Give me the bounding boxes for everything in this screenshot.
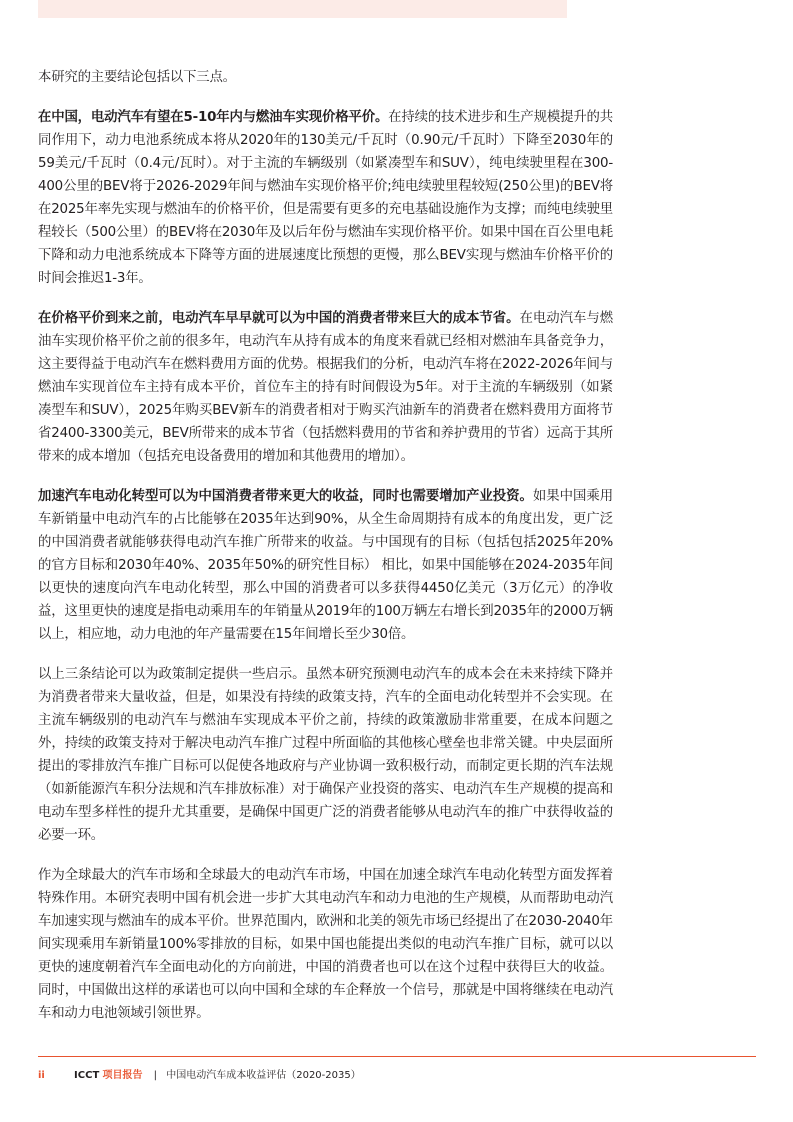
finding-body: 在持续的技术进步和生产规模提升的共同作用下，动力电池系统成本将从2020年的130美元/千瓦时（0.90元/千瓦时）下降至2030年的59美元/千瓦时（0.4元/瓦时）。对于主流的车辆级别（如紧凑型车和SUV），纯电续驶里程在300-400公里的BEV将于2026-2029年间与燃油车实现价格平价;纯电续驶里程较短(250公里)的BEV将在2025年率先实现与燃油车的价格平价，但是需要有更多的充电基础设施作为支撑；而纯电续驶里程较长（500公里）的BEV将在2030年及以后年份与燃油车实现价格平价。如果中国在百公里电耗下降和动力电池系统成本下降等方面的进展速度比预想的更慢，那么BEV实现与燃油车价格平价的时间会推迟1-3年。 xyxy=(38,110,613,286)
finding-cost-savings xyxy=(38,307,613,468)
finding-price-parity xyxy=(38,106,613,290)
paragraph-body: 作为全球最大的汽车市场和全球最大的电动汽车市场，中国在加速全球汽车电动化转型方面发挥着特殊作用。本研究表明中国有机会进一步扩大其电动汽车和动力电池的生产规模，从而帮助电动汽车加速实现与燃油车的成本平价。世界范围内，欧洲和北美的领先市场已经提出了在2030-2040年间实现乘用车新销量100%零排放的目标，如果中国也能提出类似的电动汽车推广目标，就可以以更快的速度朝着汽车全面电动化的方向前进，中国的消费者也可以在这个过程中获得巨大的收益。同时，中国做出这样的承诺也可以向中国和全球的车企释放一个信号，那就是中国将继续在电动汽车和动力电池领域引领世界。 xyxy=(38,868,613,1021)
footer-series: 项目报告 xyxy=(102,1070,143,1081)
finding-lead: 在价格平价到来之前，电动汽车早早就可以为中国的消费者带来巨大的成本节省。 xyxy=(38,311,520,326)
page-footer xyxy=(38,1069,361,1083)
main-content xyxy=(38,66,613,1042)
paragraph-body: 以上三条结论可以为政策制定提供一些启示。虽然本研究预测电动汽车的成本会在未来持续下降并为消费者带来大量收益，但是，如果没有持续的政策支持，汽车的全面电动化转型并不会实现。在主流车辆级别的电动汽车与燃油车实现成本平价之前，持续的政策激励非常重要，在成本问题之外，持续的政策支持对于解决电动汽车推广过程中所面临的其他核心壁垒也非常关键。中央层面所提出的零排放汽车推广目标可以促使各地政府与产业协调一致积极行动，而制定更长期的汽车法规（如新能源汽车积分法规和汽车排放标准）对于确保产业投资的落实、电动汽车生产规模的提高和电动车型多样性的提升尤其重要，是确保中国更广泛的消费者能够从电动汽车的推广中获得收益的必要一环。 xyxy=(38,667,613,843)
policy-implications-paragraph xyxy=(38,663,613,847)
intro-text: 本研究的主要结论包括以下三点。 xyxy=(38,70,236,85)
finding-body: 在电动汽车与燃油车实现价格平价之前的很多年，电动汽车从持有成本的角度来看就已经相对燃油车具备竞争力，这主要得益于电动汽车在燃料费用方面的优势。根据我们的分析，电动汽车将在2022-2026年间与燃油车实现首位车主持有成本平价，首位车主的持有时间假设为5年。对于主流的车辆级别（如紧凑型车和SUV），2025年购买BEV新车的消费者相对于购买汽油新车的消费者在燃料费用方面将节省2400-3300美元，BEV所带来的成本节省（包括燃料费用的节省和养护费用的节省）远高于其所带来的成本增加（包括充电设备费用的增加和其他费用的增加）。 xyxy=(38,311,613,464)
finding-accelerated-transition xyxy=(38,485,613,646)
footer-org: ICCT xyxy=(74,1070,100,1081)
footer-rule xyxy=(38,1056,756,1057)
global-role-paragraph xyxy=(38,864,613,1025)
top-decorative-band xyxy=(38,0,567,18)
footer-report-title: 中国电动汽车成本收益评估（2020-2035） xyxy=(166,1070,361,1081)
finding-body: 如果中国乘用车新销量中电动汽车的占比能够在2035年达到90%，从全生命周期持有成本的角度出发，更广泛的中国消费者就能够获得电动汽车推广所带来的收益。与中国现有的目标（包括包括2025年20%的官方目标和2030年40%、2035年50%的研究性目标） 相比，如果中国能够在2024-2035年间以更快的速度向汽车电动化转型，那么中国的消费者可以多获得4450亿美元（3万亿元）的净收益，这里更快的速度是指电动乘用车的年销量从2019年的100万辆左右增长到2035年的2000万辆以上，相应地，动力电池的年产量需要在15年间增长至少30倍。 xyxy=(38,489,613,642)
page-number: ii xyxy=(38,1070,45,1081)
finding-lead: 加速汽车电动化转型可以为中国消费者带来更大的收益，同时也需要增加产业投资。 xyxy=(38,489,533,504)
finding-lead: 在中国，电动汽车有望在5-10年内与燃油车实现价格平价。 xyxy=(38,110,389,125)
footer-separator: | xyxy=(153,1070,158,1081)
